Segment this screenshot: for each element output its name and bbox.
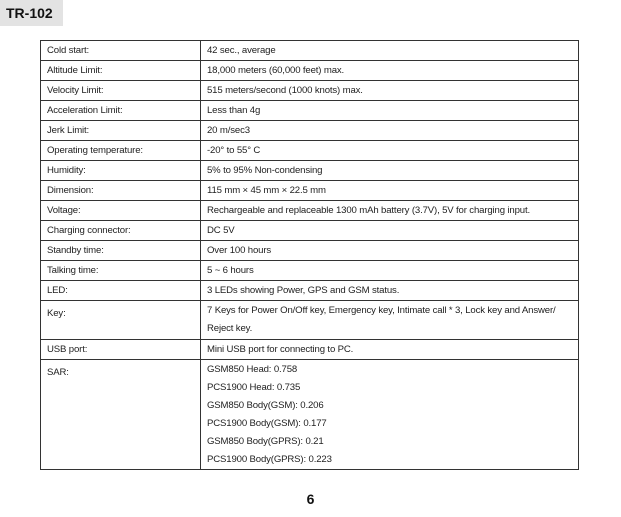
spec-label: Operating temperature: xyxy=(41,141,201,161)
spec-value: Rechargeable and replaceable 1300 mAh battery (3.7V), 5V for charging input. xyxy=(201,201,579,221)
spec-label: Voltage: xyxy=(41,201,201,221)
spec-value: 42 sec., average xyxy=(201,41,579,61)
table-row xyxy=(41,121,579,141)
spec-label: SAR: xyxy=(41,360,201,470)
spec-label: Cold start: xyxy=(41,41,201,61)
spec-label: Acceleration Limit: xyxy=(41,101,201,121)
spec-value: -20° to 55° C xyxy=(201,141,579,161)
table-row xyxy=(41,360,579,470)
sar-value-line: GSM850 Body(GSM): 0.206 xyxy=(207,399,324,411)
spec-value: 3 LEDs showing Power, GPS and GSM status. xyxy=(201,281,579,301)
spec-label: Key: xyxy=(41,301,201,340)
table-row xyxy=(41,61,579,81)
table-row xyxy=(41,340,579,360)
spec-value: Less than 4g xyxy=(201,101,579,121)
spec-label: USB port: xyxy=(41,340,201,360)
spec-value: Over 100 hours xyxy=(201,241,579,261)
sar-value-line: PCS1900 Head: 0.735 xyxy=(207,381,301,393)
table-row xyxy=(41,161,579,181)
table-row xyxy=(41,301,579,340)
spec-label: Jerk Limit: xyxy=(41,121,201,141)
sar-value-line: PCS1900 Body(GPRS): 0.223 xyxy=(207,453,332,465)
table-row xyxy=(41,41,579,61)
spec-value: 7 Keys for Power On/Off key, Emergency key, Intimate call * 3, Lock key and Answer/ Reject key. xyxy=(201,301,579,340)
table-row xyxy=(41,241,579,261)
spec-label: Humidity: xyxy=(41,161,201,181)
spec-value: 5% to 95% Non-condensing xyxy=(201,161,579,181)
table-row xyxy=(41,81,579,101)
table-row xyxy=(41,141,579,161)
spec-label: Standby time: xyxy=(41,241,201,261)
table-row xyxy=(41,261,579,281)
table-row xyxy=(41,201,579,221)
sar-value-line: GSM850 Head: 0.758 xyxy=(207,364,298,375)
table-row xyxy=(41,281,579,301)
table-row xyxy=(41,181,579,201)
spec-label: Talking time: xyxy=(41,261,201,281)
spec-label: LED: xyxy=(41,281,201,301)
spec-label: Altitude Limit: xyxy=(41,61,201,81)
specifications-table xyxy=(40,40,579,470)
spec-label: Charging connector: xyxy=(41,221,201,241)
spec-value: DC 5V xyxy=(201,221,579,241)
spec-value: 115 mm × 45 mm × 22.5 mm xyxy=(201,181,579,201)
spec-value: 18,000 meters (60,000 feet) max. xyxy=(201,61,579,81)
model-tab: TR-102 xyxy=(0,0,63,26)
sar-value-line: PCS1900 Body(GSM): 0.177 xyxy=(207,417,327,429)
spec-value: Mini USB port for connecting to PC. xyxy=(201,340,579,360)
sar-values xyxy=(201,360,579,470)
page-number: 6 xyxy=(306,491,315,507)
spec-value: 515 meters/second (1000 knots) max. xyxy=(201,81,579,101)
spec-value: 5 ~ 6 hours xyxy=(201,261,579,281)
table-row xyxy=(41,101,579,121)
sar-value-line: GSM850 Body(GPRS): 0.21 xyxy=(207,435,324,447)
spec-value: 20 m/sec3 xyxy=(201,121,579,141)
spec-label: Dimension: xyxy=(41,181,201,201)
table-row xyxy=(41,221,579,241)
spec-label: Velocity Limit: xyxy=(41,81,201,101)
